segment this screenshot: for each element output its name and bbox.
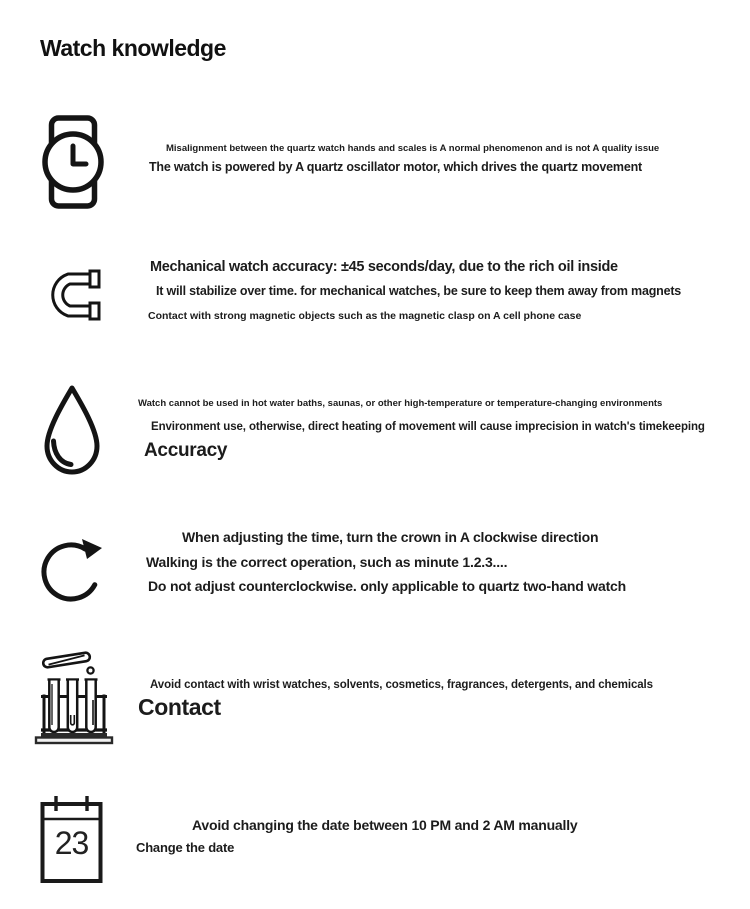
info-line: Watch cannot be used in hot water baths, saunas, or other high-temperature or temperature-changing environments xyxy=(138,398,663,409)
clockwise-arrow-icon xyxy=(40,528,108,608)
info-line: It will stabilize over time. for mechanical watches, be sure to keep them away from magnets xyxy=(156,284,682,298)
info-line: Environment use, otherwise, direct heating of movement will cause imprecision in watch's timekeeping xyxy=(151,421,705,433)
info-line: Avoid contact with wrist watches, solvents, cosmetics, fragrances, detergents, and chemicals xyxy=(150,679,653,691)
info-line: Change the date xyxy=(136,840,235,855)
info-line: When adjusting the time, turn the crown in A clockwise direction xyxy=(182,529,599,545)
info-line: Misalignment between the quartz watch hands and scales is A normal phenomenon and is not A quality issue xyxy=(166,143,660,154)
info-line: Avoid changing the date between 10 PM and 2 AM manually xyxy=(192,817,578,833)
info-line: Do not adjust counterclockwise. only applicable to quartz two-hand watch xyxy=(148,578,626,594)
section-heading: Accuracy xyxy=(144,440,228,461)
info-line: Walking is the correct operation, such as minute 1.2.3.... xyxy=(146,554,508,570)
info-line: The watch is powered by A quartz oscillator motor, which drives the quartz movement xyxy=(149,160,642,174)
info-line: Mechanical watch accuracy: ±45 seconds/day, due to the rich oil inside xyxy=(150,259,618,275)
info-line: Contact with strong magnetic objects such as the magnetic clasp on A cell phone case xyxy=(148,310,582,322)
test-tubes-icon xyxy=(33,648,115,745)
magnet-icon xyxy=(42,266,104,324)
page-title: Watch knowledge xyxy=(40,35,226,61)
water-drop-icon xyxy=(40,383,104,479)
section-heading: Contact xyxy=(138,694,221,720)
calendar-day-number: 23 xyxy=(54,825,89,861)
wristwatch-icon xyxy=(42,115,104,209)
